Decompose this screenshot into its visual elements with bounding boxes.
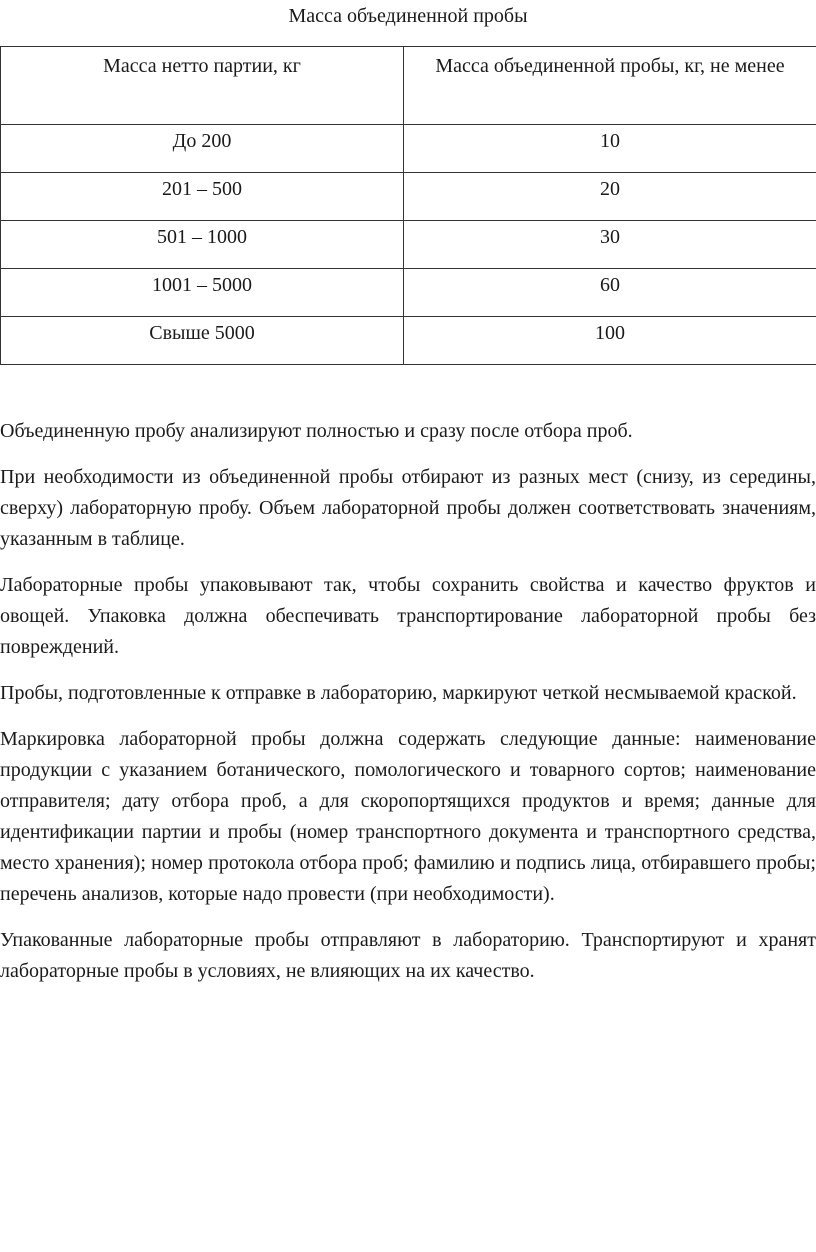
table-header-row	[1, 47, 816, 125]
table-row	[1, 317, 816, 365]
page-title: Масса объединенной пробы	[288, 5, 528, 27]
sample-mass-table	[0, 46, 816, 365]
paragraph-analysis: Объединенную пробу анализируют полностью и сразу после отбора проб.	[0, 420, 633, 442]
table-cell-sample-mass: 60	[404, 269, 816, 317]
table-cell-sample-mass: 30	[404, 221, 816, 269]
table-row	[1, 221, 816, 269]
paragraph-labeling-paint: Пробы, подготовленные к отправке в лабораторию, маркируют четкой несмываемой краской.	[0, 682, 797, 704]
table-cell-sample-mass: 10	[404, 125, 816, 173]
table-cell-net-mass: 1001 – 5000	[1, 269, 404, 317]
paragraph-labeling-contents: Маркировка лабораторной пробы должна содержать следующие данные: наименование продукции с указанием ботанического, помологического и товарного сортов; наименование отправителя; дату отбора проб, а для скоропортящихся продуктов и время; данные для идентификации партии и пробы (номер транспортного документа и транспортного средства, место хранения); номер протокола отбора проб; фамилию и подпись лица, отбиравшего пробы; перечень анализов, которые надо провести (при необходимости).	[0, 728, 816, 905]
column-header-sample-mass: Масса объединенной пробы, кг, не менее	[404, 47, 816, 125]
body-text	[0, 416, 816, 1002]
table-cell-net-mass: 501 – 1000	[1, 221, 404, 269]
table-row	[1, 173, 816, 221]
table-cell-net-mass: Свыше 5000	[1, 317, 404, 365]
table-cell-net-mass: 201 – 500	[1, 173, 404, 221]
paragraph-transport-storage: Упакованные лабораторные пробы отправляют в лабораторию. Транспортируют и хранят лабораторные пробы в условиях, не влияющих на их качество.	[0, 929, 816, 982]
paragraph-lab-sample-selection: При необходимости из объединенной пробы отбирают из разных мест (снизу, из середины, сверху) лабораторную пробу. Объем лабораторной пробы должен соответствовать значениям, указанным в таблице.	[0, 466, 816, 550]
table-cell-sample-mass: 20	[404, 173, 816, 221]
table-row	[1, 125, 816, 173]
column-header-net-mass: Масса нетто партии, кг	[1, 47, 404, 125]
table-cell-net-mass: До 200	[1, 125, 404, 173]
paragraph-packaging: Лабораторные пробы упаковывают так, чтобы сохранить свойства и качество фруктов и овощей. Упаковка должна обеспечивать транспортирование лабораторной пробы без повреждений.	[0, 574, 816, 658]
table-cell-sample-mass: 100	[404, 317, 816, 365]
table-row	[1, 269, 816, 317]
